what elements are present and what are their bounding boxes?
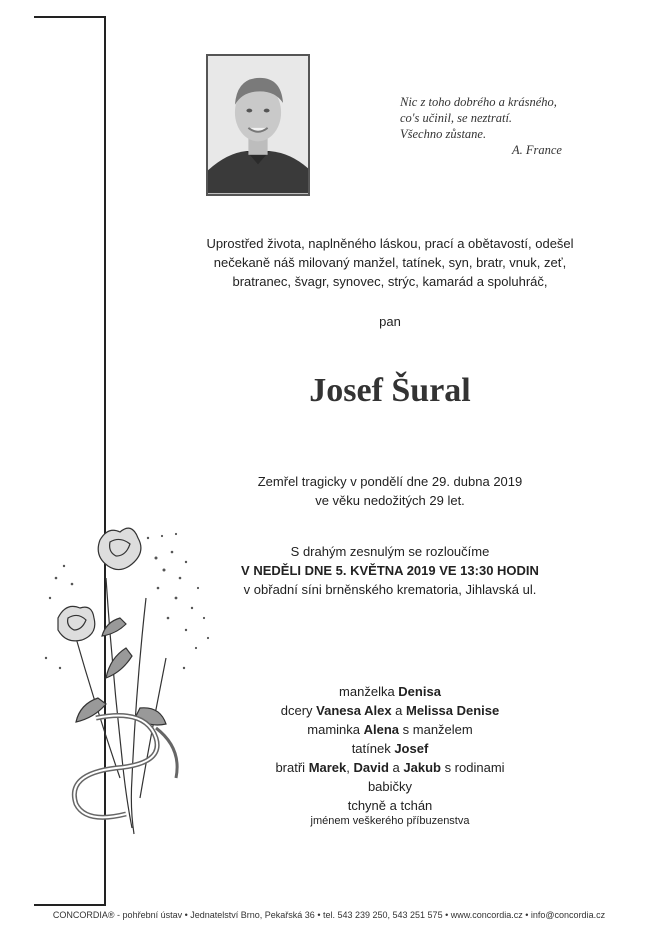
mourner-name: Jakub bbox=[403, 760, 441, 775]
mourner-name: Denisa bbox=[398, 684, 441, 699]
mourner-wife bbox=[150, 682, 630, 701]
quote-line: Nic z toho dobrého a krásného, bbox=[400, 95, 557, 109]
intro-line: bratranec, švagr, synovec, strýc, kamarád a spoluhráč, bbox=[232, 274, 548, 289]
mourner-grandmothers: babičky bbox=[367, 779, 413, 794]
death-age-line: ve věku nedožitých 29 let. bbox=[315, 493, 465, 508]
mourner-conjunction: a bbox=[388, 760, 404, 775]
death-info bbox=[150, 472, 630, 510]
mourner-in-laws: tchyně a tchán bbox=[347, 798, 433, 813]
funeral-info bbox=[150, 542, 630, 599]
death-date-line: Zemřel tragicky v pondělí dne 29. dubna 2019 bbox=[257, 474, 523, 489]
funeral-date-line: V NEDĚLI DNE 5. KVĚTNA 2019 VE 13:30 HODIN bbox=[241, 563, 539, 578]
mourner-father bbox=[150, 739, 630, 758]
mourner-suffix: s manželem bbox=[399, 722, 473, 737]
mourner-label: manželka bbox=[339, 684, 399, 699]
intro-line: Uprostřed života, naplněného láskou, prací a obětavostí, odešel bbox=[206, 236, 574, 251]
mourner-label: maminka bbox=[307, 722, 364, 737]
mourner-name: Marek bbox=[308, 760, 347, 775]
mourner-daughters bbox=[150, 701, 630, 720]
mourner-name: Alena bbox=[363, 722, 400, 737]
funeral-place-line: v obřadní síni brněnského krematoria, Jihlavská ul. bbox=[243, 582, 537, 597]
funeral-intro-line: S drahým zesnulým se rozloučíme bbox=[290, 544, 490, 559]
mourner-brothers bbox=[150, 758, 630, 777]
footer-contact: CONCORDIA® - pohřební ústav • Jednatelství Brno, Pekařská 36 • tel. 543 239 250, 543 251 575 • www.concordia.cz • info@concordia.cz bbox=[52, 910, 606, 920]
quote-author: A. France bbox=[512, 143, 562, 157]
mourner-name: David bbox=[353, 760, 389, 775]
mourner-suffix: s rodinami bbox=[440, 760, 505, 775]
deceased-name: Josef Šural bbox=[309, 372, 471, 409]
frame-top-line bbox=[34, 16, 106, 18]
mourners-list bbox=[150, 682, 630, 815]
mourner-separator: , bbox=[346, 760, 354, 775]
mourner-label: dcery bbox=[280, 703, 317, 718]
mourner-name: Vanesa Alex bbox=[316, 703, 392, 718]
frame-bottom-line bbox=[34, 904, 106, 906]
portrait-photo bbox=[206, 54, 310, 196]
quote bbox=[400, 94, 620, 158]
intro-text bbox=[150, 234, 630, 291]
mourner-label: tatínek bbox=[351, 741, 395, 756]
quote-line: co's učinil, se neztratí. bbox=[400, 111, 513, 125]
relatives-line: jménem veškerého příbuzenstva bbox=[310, 815, 470, 827]
quote-line: Všechno zůstane. bbox=[400, 127, 487, 141]
mourner-mother bbox=[150, 720, 630, 739]
salutation: pan bbox=[379, 314, 401, 329]
mourner-name: Melissa Denise bbox=[406, 703, 500, 718]
intro-line: nečekaně náš milovaný manžel, tatínek, syn, bratr, vnuk, zeť, bbox=[213, 255, 567, 270]
mourner-conjunction: a bbox=[391, 703, 407, 718]
mourner-name: Josef bbox=[394, 741, 429, 756]
mourner-label: bratři bbox=[275, 760, 309, 775]
portrait-image bbox=[208, 56, 308, 194]
